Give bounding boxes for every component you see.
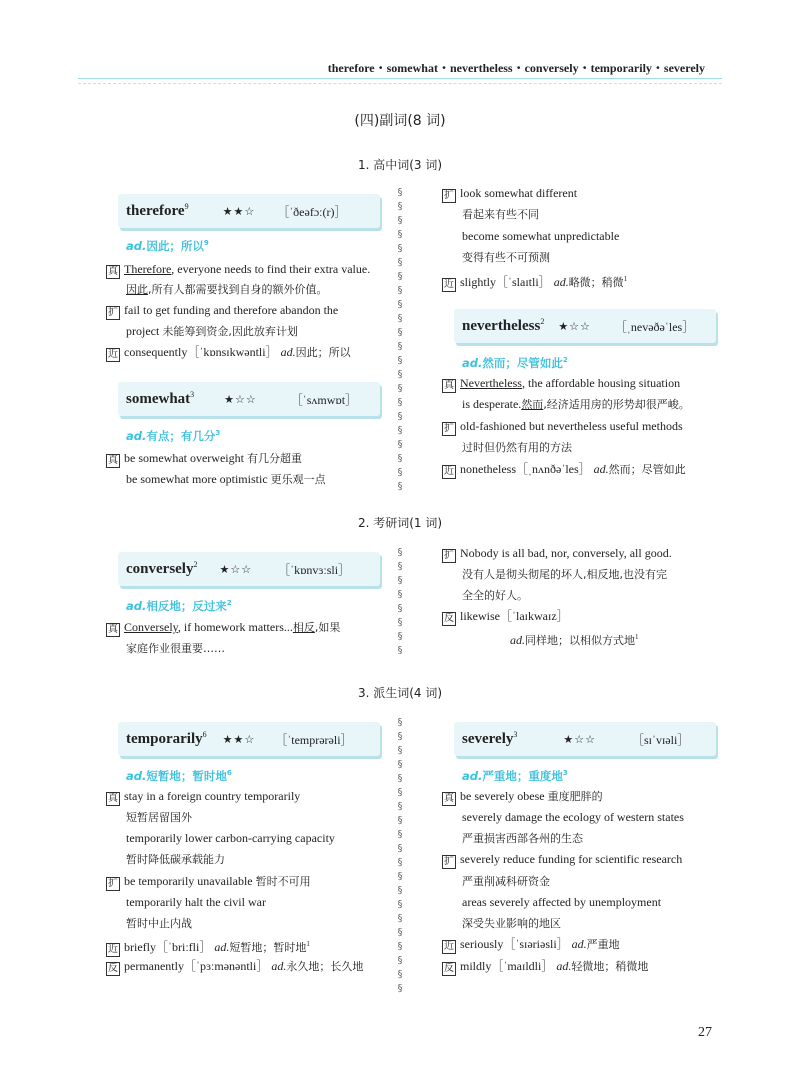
meaning-frequency: 9 — [203, 239, 209, 248]
example-keyword: Conversely — [124, 620, 178, 634]
jin-tag: 近 — [108, 944, 118, 955]
example-text: be severely obese — [460, 789, 545, 803]
translation-keyword: 然而 — [521, 398, 544, 411]
rating-stars: ★☆☆ — [558, 319, 591, 333]
section-title: (四)副词(8 词) — [354, 113, 446, 129]
antonym-pos: ad. — [510, 633, 525, 647]
meaning-frequency: 2 — [226, 599, 232, 608]
extension-text: old-fashioned but nevertheless useful methods — [460, 419, 683, 433]
frequency: 9 — [184, 202, 189, 211]
frequency: 3 — [190, 390, 195, 399]
page-number: 27 — [698, 1025, 712, 1040]
example-text: is desperate. — [462, 397, 522, 411]
frequency: 3 — [513, 730, 518, 739]
pos: ad. — [126, 429, 147, 443]
word-card-somewhat — [118, 382, 380, 416]
extension-translation: 变得有些不可预测 — [462, 251, 550, 264]
antonym-word: likewise — [460, 609, 500, 623]
example — [126, 472, 326, 487]
example-translation: 有几分超重 — [246, 452, 302, 465]
antonym-word: mildly — [460, 959, 492, 973]
synonym-pos: ad. — [593, 462, 609, 476]
extension-text: project — [126, 324, 160, 338]
kuo-tag: 扩 — [444, 190, 454, 201]
example-text: , if homework matters... — [177, 620, 293, 634]
kuo-tag: 扩 — [444, 550, 454, 561]
fan-tag: 反 — [108, 963, 118, 974]
jin-tag: 近 — [444, 941, 454, 952]
example — [106, 620, 340, 637]
rating-stars: ★☆☆ — [563, 732, 596, 746]
meaning-text: 短暂地；暂时地 — [146, 769, 227, 783]
synonym-word: briefly — [124, 940, 156, 954]
meaning-text: 有点；有几分 — [146, 429, 216, 443]
headword — [462, 317, 544, 335]
kuo-tag: 扩 — [108, 878, 118, 889]
kuo-tag: 扩 — [108, 307, 118, 318]
example-text: be somewhat more optimistic — [126, 472, 268, 486]
synonym-meaning: 略微；稍微 — [568, 276, 624, 289]
extension — [442, 419, 683, 436]
extension-translation: 深受失业影响的地区 — [462, 917, 561, 930]
kuo-tag: 扩 — [444, 423, 454, 434]
column-divider: § § § § § § § § § § § § § § § § § § § § § § — [397, 187, 403, 492]
subsection-title-3: 3. 派生词(4 词) — [357, 686, 443, 700]
extension — [106, 303, 338, 320]
synonym-word: consequently — [124, 345, 188, 359]
phonetic: ［ˌnevəðəˈles］ — [614, 319, 695, 334]
antonym-meaning: 轻微地；稍微地 — [571, 960, 649, 973]
antonym-frequency: 1 — [635, 633, 639, 641]
definition — [126, 428, 220, 444]
synonym-frequency: 1 — [306, 940, 310, 948]
word-card-temporarily — [118, 722, 380, 756]
example — [442, 789, 603, 806]
synonym-pos: ad. — [280, 345, 296, 359]
extension-text: look somewhat different — [460, 186, 578, 200]
rating-stars: ★★☆ — [222, 732, 256, 746]
extension-translation: 暂时不可用 — [255, 875, 311, 888]
example-translation — [126, 282, 328, 297]
pos: ad. — [462, 356, 483, 370]
headword-text: nevertheless — [462, 318, 541, 334]
synonym-word: seriously — [460, 937, 504, 951]
extension-translation: 没有人是彻头彻尾的坏人,相反地,也没有完 — [462, 568, 667, 581]
headword — [126, 202, 189, 220]
meaning-text: 严重地；重度地 — [482, 769, 563, 783]
synonym-meaning: 然而；尽管如此 — [608, 463, 686, 476]
headword — [126, 560, 197, 578]
synonym-phonetic: ［ˈbriːfli］ — [156, 940, 212, 954]
definition — [462, 768, 568, 784]
meaning-frequency: 3 — [562, 769, 568, 778]
example-translation: 重度肥胖的 — [547, 790, 603, 803]
example-translation: 暂时降低碳承载能力 — [126, 853, 225, 866]
zhen-tag: 真 — [108, 455, 118, 466]
meaning-frequency: 3 — [215, 429, 221, 438]
fan-tag: 反 — [444, 963, 454, 974]
extension-text: Nobody is all bad, nor, conversely, all good. — [460, 546, 672, 560]
jin-tag: 近 — [444, 279, 454, 290]
synonym-pos: ad. — [214, 940, 230, 954]
antonym-pos: ad. — [271, 959, 287, 973]
translation-keyword: 因此 — [126, 283, 148, 296]
antonym-pos: ad. — [556, 959, 572, 973]
extension — [442, 186, 577, 203]
translation-text: ,如果 — [314, 621, 341, 634]
headword — [462, 730, 517, 748]
meaning-frequency: 6 — [226, 769, 232, 778]
meaning-text: 相反地；反过来 — [146, 599, 227, 613]
example-translation: 严重损害西部各州的生态 — [462, 832, 583, 845]
example-text: , the affordable housing situation — [521, 376, 681, 390]
word-card-conversely — [118, 552, 380, 586]
extension-translation: 未能筹到资金,因此放弃计划 — [162, 325, 298, 338]
extension — [106, 874, 311, 891]
word-card-nevertheless — [454, 309, 716, 343]
zhen-tag: 真 — [108, 793, 118, 804]
zhen-tag: 真 — [444, 793, 454, 804]
column-divider: § § § § § § § § § § § § § § § § § § § § — [397, 717, 403, 994]
extension-translation: 看起来有些不同 — [462, 208, 539, 221]
synonym-meaning: 严重地 — [586, 938, 620, 951]
synonym — [442, 937, 620, 954]
meaning-frequency: 2 — [562, 356, 568, 365]
jin-tag: 近 — [108, 349, 118, 360]
synonym-word: nonetheless — [460, 462, 516, 476]
example — [442, 376, 680, 393]
synonym-phonetic: ［ˈslaɪtli］ — [496, 275, 551, 289]
antonym — [442, 959, 648, 976]
headword-text: temporarily — [126, 731, 203, 747]
rating-stars: ★☆☆ — [224, 392, 257, 406]
synonym — [442, 462, 686, 479]
example-keyword: Therefore — [124, 262, 172, 276]
frequency: 2 — [540, 317, 545, 326]
extension-text: areas severely affected by unemployment — [462, 895, 662, 909]
pos: ad. — [126, 239, 147, 253]
example — [106, 262, 370, 279]
antonym — [442, 609, 569, 626]
header-rule — [78, 78, 722, 79]
fan-tag: 反 — [444, 613, 454, 624]
headword-text: conversely — [126, 561, 194, 577]
extension-translation: 暂时中止内战 — [126, 917, 192, 930]
headword-text: therefore — [126, 203, 185, 219]
headword-text: somewhat — [126, 391, 191, 407]
example-cont — [462, 397, 690, 412]
meaning-text: 因此；所以 — [146, 239, 204, 253]
antonym-phonetic: ［ˈmaɪldli］ — [491, 959, 554, 973]
headword — [126, 390, 194, 408]
extension-text: become somewhat unpredictable — [462, 229, 620, 243]
meaning-text: 然而；尽管如此 — [482, 356, 563, 370]
definition — [126, 768, 232, 784]
antonym-meaning — [510, 630, 639, 648]
word-card-therefore — [118, 194, 380, 228]
antonym-meaning-text: 同样地；以相似方式地 — [525, 634, 635, 647]
translation-text: ,所有人都需要找到自身的额外价值。 — [148, 283, 328, 296]
zhen-tag: 真 — [108, 266, 118, 277]
headword-text: severely — [462, 731, 514, 747]
antonym-word: permanently — [124, 959, 184, 973]
example-translation: 短暂居留国外 — [126, 811, 192, 824]
synonym-word: slightly — [460, 275, 497, 289]
phonetic: ［ˈtemprərəli］ — [275, 732, 353, 747]
example-text: stay in a foreign country temporarily — [124, 789, 301, 803]
antonym-phonetic: ［ˈlaɪkwaɪz］ — [500, 609, 569, 623]
example-translation: 家庭作业很重要…… — [126, 642, 225, 655]
example — [106, 451, 302, 468]
jin-tag: 近 — [444, 466, 454, 477]
example-translation: 更乐观一点 — [270, 473, 326, 486]
synonym — [106, 937, 310, 957]
example-text: severely damage the ecology of western states — [462, 810, 684, 824]
synonym-frequency: 1 — [623, 275, 628, 283]
phonetic: ［ˈðeəfɔː(r)］ — [277, 204, 347, 219]
synonym — [106, 345, 351, 362]
pos: ad. — [462, 769, 483, 783]
extension-translation: 过时但仍然有用的方法 — [462, 441, 572, 454]
synonym-phonetic: ［ˈkɒnsɪkwəntli］ — [187, 345, 278, 359]
subsection-title-1: 1. 高中词(3 词) — [357, 158, 443, 172]
phonetic: ［ˈkɒnvɜːsli］ — [278, 562, 351, 577]
headword — [126, 730, 207, 748]
synonym-pos: ad. — [571, 937, 587, 951]
extension-text: be temporarily unavailable — [124, 874, 253, 888]
example-keyword: Nevertheless — [460, 376, 522, 390]
rating-stars: ★★☆ — [222, 204, 256, 218]
phonetic: ［ˈsʌmwɒt］ — [290, 392, 358, 407]
example — [106, 789, 300, 806]
kuo-tag: 扩 — [444, 856, 454, 867]
zhen-tag: 真 — [108, 624, 118, 635]
antonym-phonetic: ［ˈpɜːmənəntli］ — [183, 959, 269, 973]
definition — [126, 598, 232, 614]
frequency: 2 — [193, 560, 198, 569]
antonym-meaning: 永久地；长久地 — [286, 960, 364, 973]
synonym — [442, 272, 627, 292]
synonym-meaning: 短暂地；暂时地 — [229, 941, 307, 954]
extension-cont — [126, 324, 298, 339]
extension — [442, 852, 682, 869]
example-text: be somewhat overweight — [124, 451, 244, 465]
frequency: 6 — [202, 730, 207, 739]
extension-text: temporarily halt the civil war — [126, 895, 266, 909]
example-text: temporarily lower carbon-carrying capacity — [126, 831, 335, 845]
translation-text: ,经济适用房的形势却很严峻。 — [543, 398, 690, 411]
header-rule-dashed — [78, 83, 722, 84]
rating-stars: ★☆☆ — [219, 562, 253, 576]
zhen-tag: 真 — [444, 380, 454, 391]
definition — [462, 355, 568, 371]
extension — [442, 546, 672, 563]
definition — [126, 238, 209, 254]
running-header: therefore・somewhat・nevertheless・conversely・temporarily・severely — [327, 61, 705, 75]
extension-translation: 全全的好人。 — [462, 589, 528, 602]
subsection-title-2: 2. 考研词(1 词) — [357, 516, 443, 530]
synonym-meaning: 因此；所以 — [295, 346, 351, 359]
phonetic: ［sɪˈvɪəli］ — [631, 732, 690, 747]
pos: ad. — [126, 769, 147, 783]
extension-text: fail to get funding and therefore abandon the — [124, 303, 339, 317]
extension-translation: 严重削减科研资金 — [462, 875, 550, 888]
word-card-severely — [454, 722, 716, 756]
antonym — [106, 959, 363, 976]
synonym-phonetic: ［ˈsɪəriəsli］ — [503, 937, 569, 951]
column-divider: § § § § § § § § — [397, 547, 403, 654]
pos: ad. — [126, 599, 147, 613]
translation-keyword: 相反 — [292, 621, 315, 634]
synonym-phonetic: ［ˌnʌnðəˈles］ — [516, 462, 591, 476]
extension-text: severely reduce funding for scientific research — [460, 852, 683, 866]
synonym-pos: ad. — [553, 275, 569, 289]
example-text: , everyone needs to find their extra value. — [171, 262, 371, 276]
